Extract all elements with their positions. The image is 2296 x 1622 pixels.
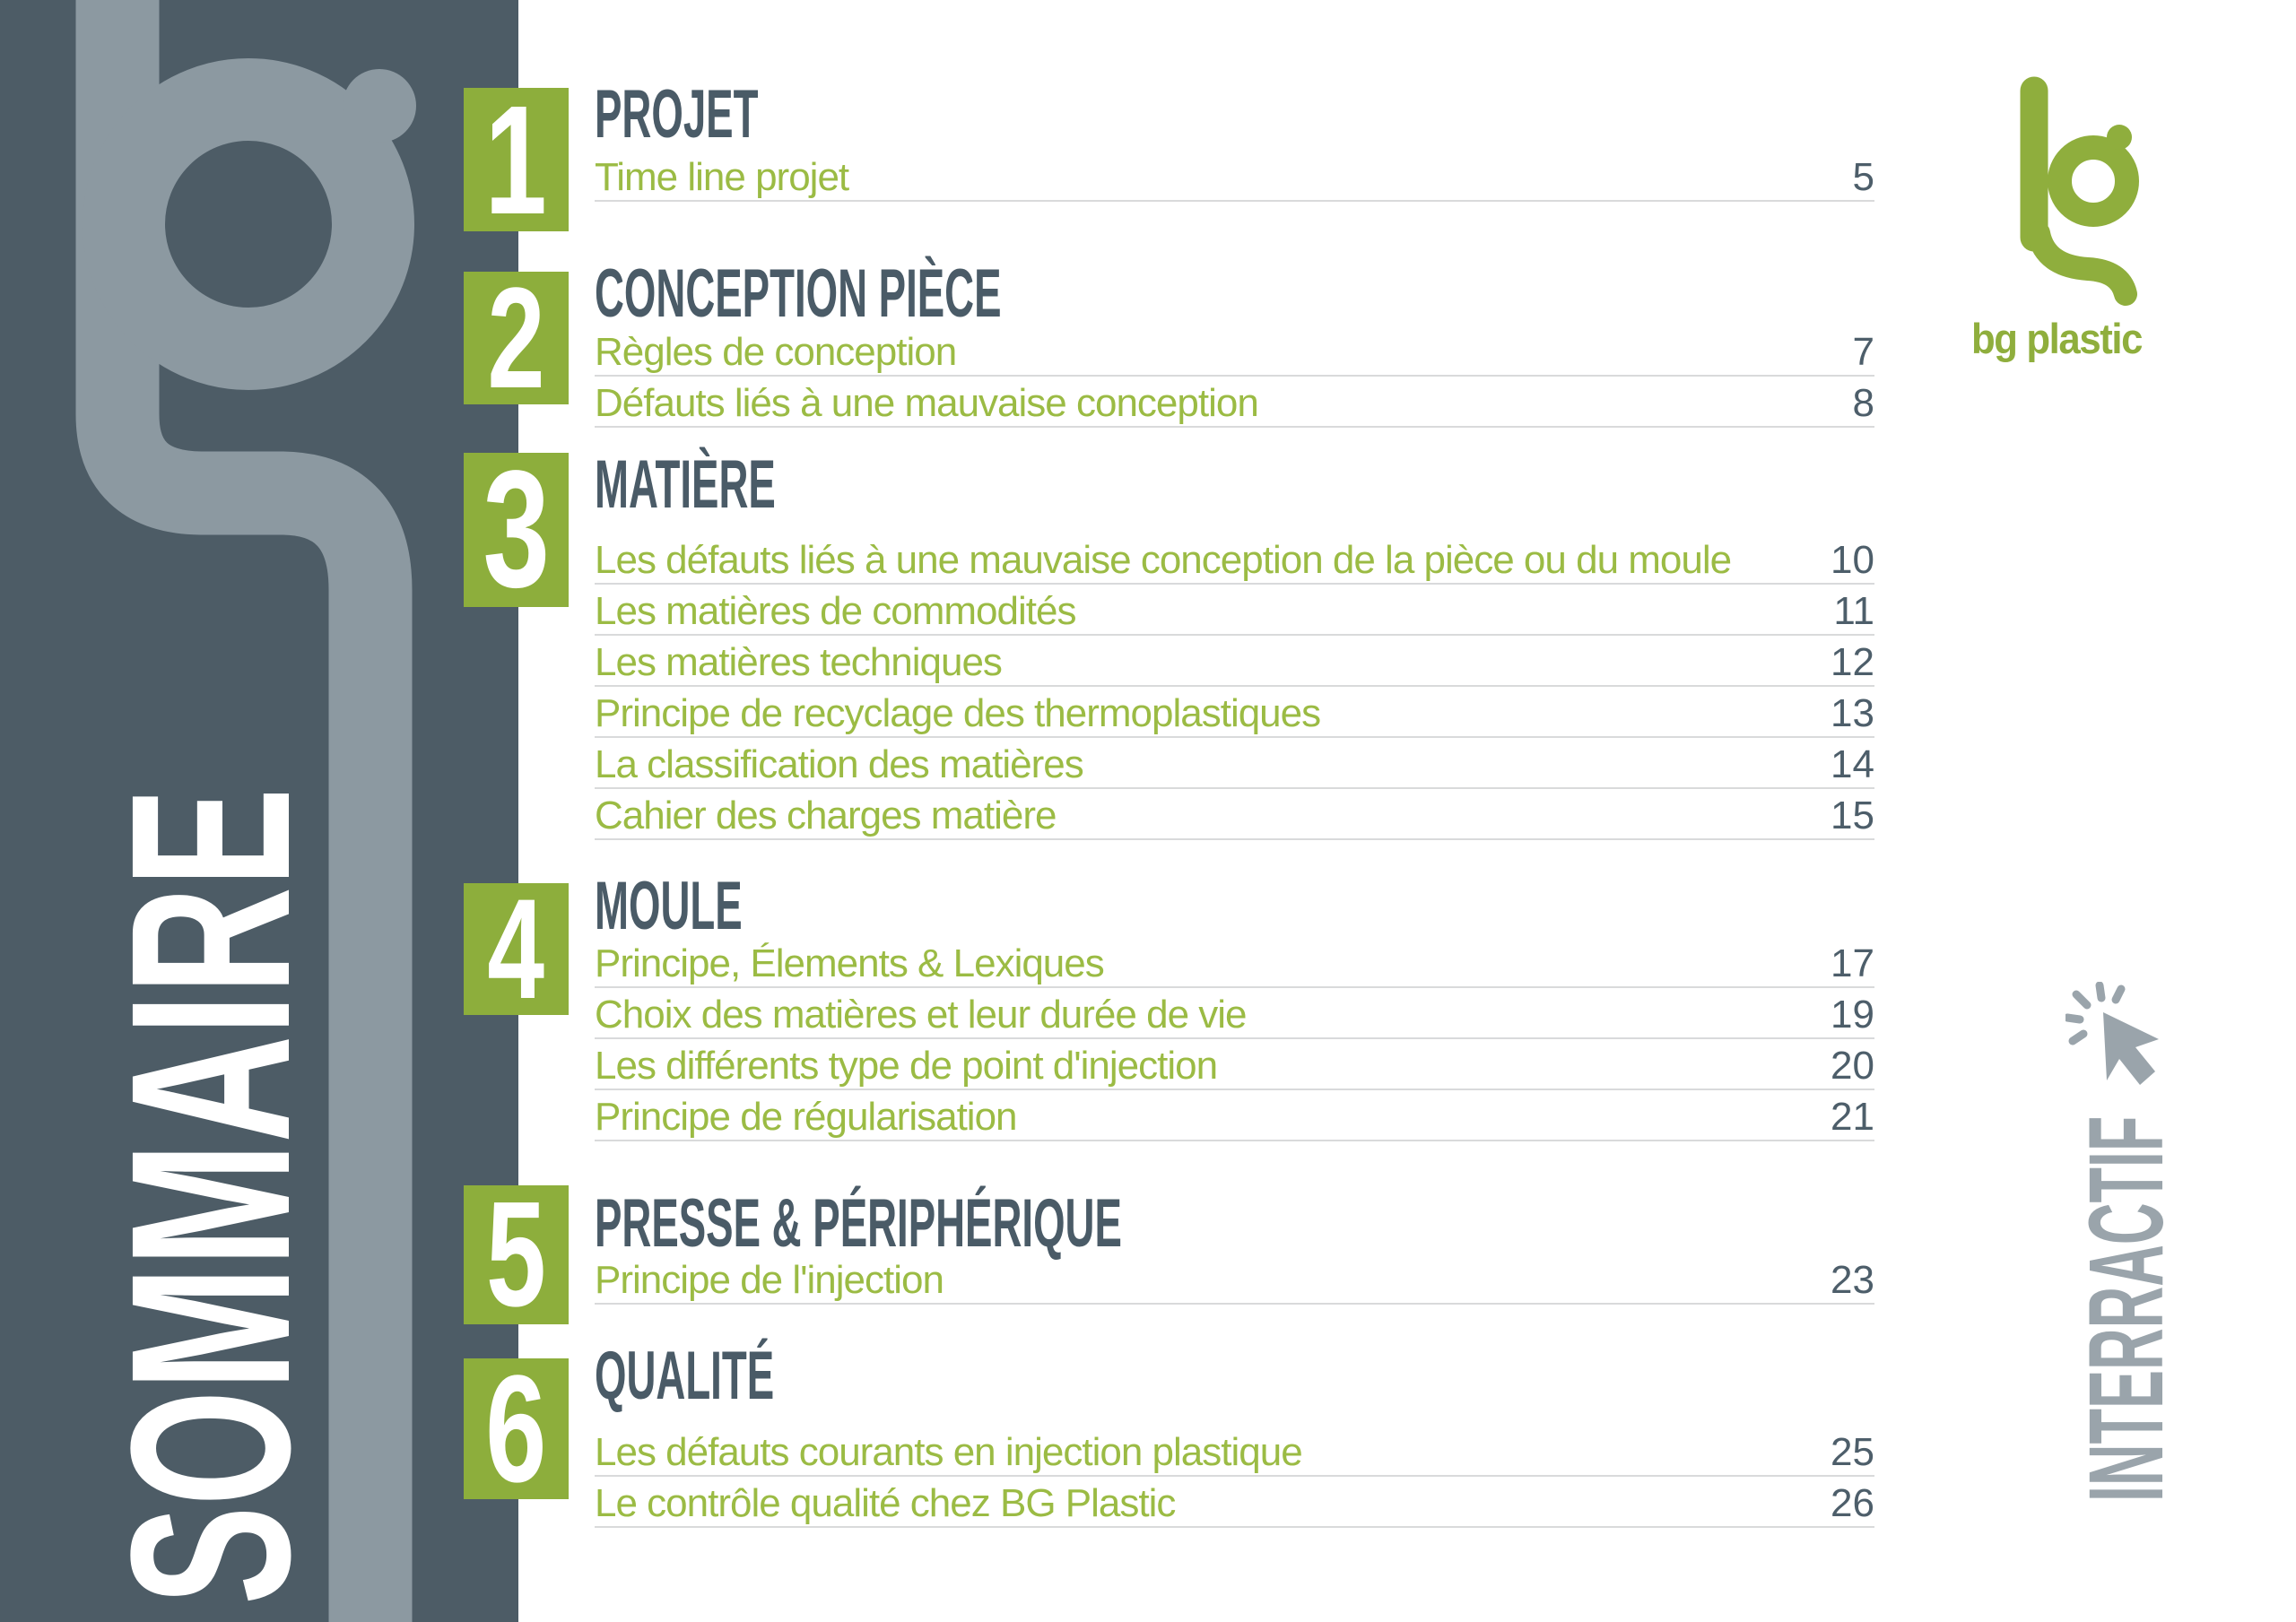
toc-entry-label: Principe de l'injection [595,1258,944,1302]
section-entries [595,1426,1874,1528]
toc-entry-label: La classification des matières [595,742,1083,786]
toc-entry-row[interactable] [595,937,1874,988]
toc-entry-row[interactable] [595,1253,1874,1305]
toc-entry-row[interactable] [595,377,1874,428]
toc-entry-row[interactable] [595,789,1874,840]
toc-entry-row[interactable] [595,325,1874,377]
toc-entry-label: Cahier des charges matière [595,794,1057,837]
bg-monogram-icon [2009,76,2152,309]
section-number: 4 [487,869,545,1028]
section-number-box [464,257,569,418]
toc-entry-label: Les défauts liés à une mauvaise conception de la pièce ou du moule [595,538,1732,582]
section-entries [595,151,1874,202]
toc-entry-label: Principe de recyclage des thermoplastiques [595,691,1321,735]
click-cursor-icon [2066,982,2166,1112]
toc-entry-page: 19 [1831,993,1874,1037]
toc-entry-label: Principe, Élements & Lexiques [595,941,1104,985]
toc-entry-row[interactable] [595,687,1874,738]
toc-entry-row[interactable] [595,738,1874,789]
toc-entry-row[interactable] [595,1039,1874,1090]
toc-entry-row[interactable] [595,151,1874,202]
section-number: 1 [484,72,548,247]
section-title: CONCEPTION PIÈCE [595,256,1002,332]
toc-entry-page: 20 [1831,1044,1874,1088]
section-title: PRESSE & PÉRIPHÉRIQUE [595,1185,1122,1262]
toc-entry-page: 11 [1833,589,1874,633]
section-title: PROJET [595,76,759,152]
section-entries [595,1253,1874,1305]
toc-entry-page: 21 [1831,1095,1874,1139]
section-number: 3 [483,437,550,622]
toc-entry-page: 5 [1852,155,1874,199]
toc-entry-page: 12 [1831,640,1874,684]
section-title: MATIÈRE [595,447,776,523]
toc-entry-page: 25 [1831,1430,1874,1474]
toc-entry-label: Principe de régularisation [595,1095,1017,1139]
section-number: 2 [487,257,545,418]
toc-entry-page: 15 [1831,794,1874,837]
sidebar [0,0,518,1622]
toc-entry-row[interactable] [595,988,1874,1039]
toc-entry-page: 23 [1831,1258,1874,1302]
toc-entry-label: Choix des matières et leur durée de vie [595,993,1247,1037]
brand-wordmark: bg plastic [1971,315,2143,362]
toc-entry-label: Les différents type de point d'injection [595,1044,1218,1088]
toc-entry-label: Les matières techniques [595,640,1002,684]
toc-entry-row[interactable] [595,533,1874,585]
toc-entry-page: 8 [1852,381,1874,425]
toc-entry-page: 7 [1852,330,1874,374]
section-number: 5 [486,1171,546,1338]
section-number-box [464,1171,569,1338]
toc-entry-label: Les défauts courants en injection plastique [595,1430,1302,1474]
section-number-box [464,437,569,622]
toc-entry-label: Le contrôle qualité chez BG Plastic [595,1481,1176,1525]
toc-entry-page: 17 [1831,941,1874,985]
toc-entry-page: 14 [1831,742,1874,786]
toc-entry-label: Défauts liés à une mauvaise conception [595,381,1258,425]
toc-entry-row[interactable] [595,1090,1874,1141]
toc-entry-row[interactable] [595,1477,1874,1528]
section-entries [595,937,1874,1141]
toc-entry-row[interactable] [595,585,1874,636]
section-entries [595,533,1874,840]
section-number: 6 [485,1343,547,1514]
section-title: MOULE [595,868,743,944]
sidebar-vertical-title: SOMMAIRE [83,787,337,1605]
section-number-box [464,72,569,247]
section-title: QUALITÉ [595,1338,775,1414]
toc-entry-row[interactable] [595,636,1874,687]
section-entries [595,325,1874,428]
toc-entry-page: 10 [1831,538,1874,582]
toc-entry-label: Time line projet [595,155,849,199]
interactive-vertical-label: INTERRACTIF [2067,1115,2186,1502]
section-number-box [464,869,569,1028]
toc-entry-row[interactable] [595,1426,1874,1477]
toc-entry-page: 13 [1831,691,1874,735]
toc-entry-label: Les matières de commodités [595,589,1076,633]
section-number-box [464,1343,569,1514]
toc-entry-page: 26 [1831,1481,1874,1525]
toc-entry-label: Règles de conception [595,330,957,374]
